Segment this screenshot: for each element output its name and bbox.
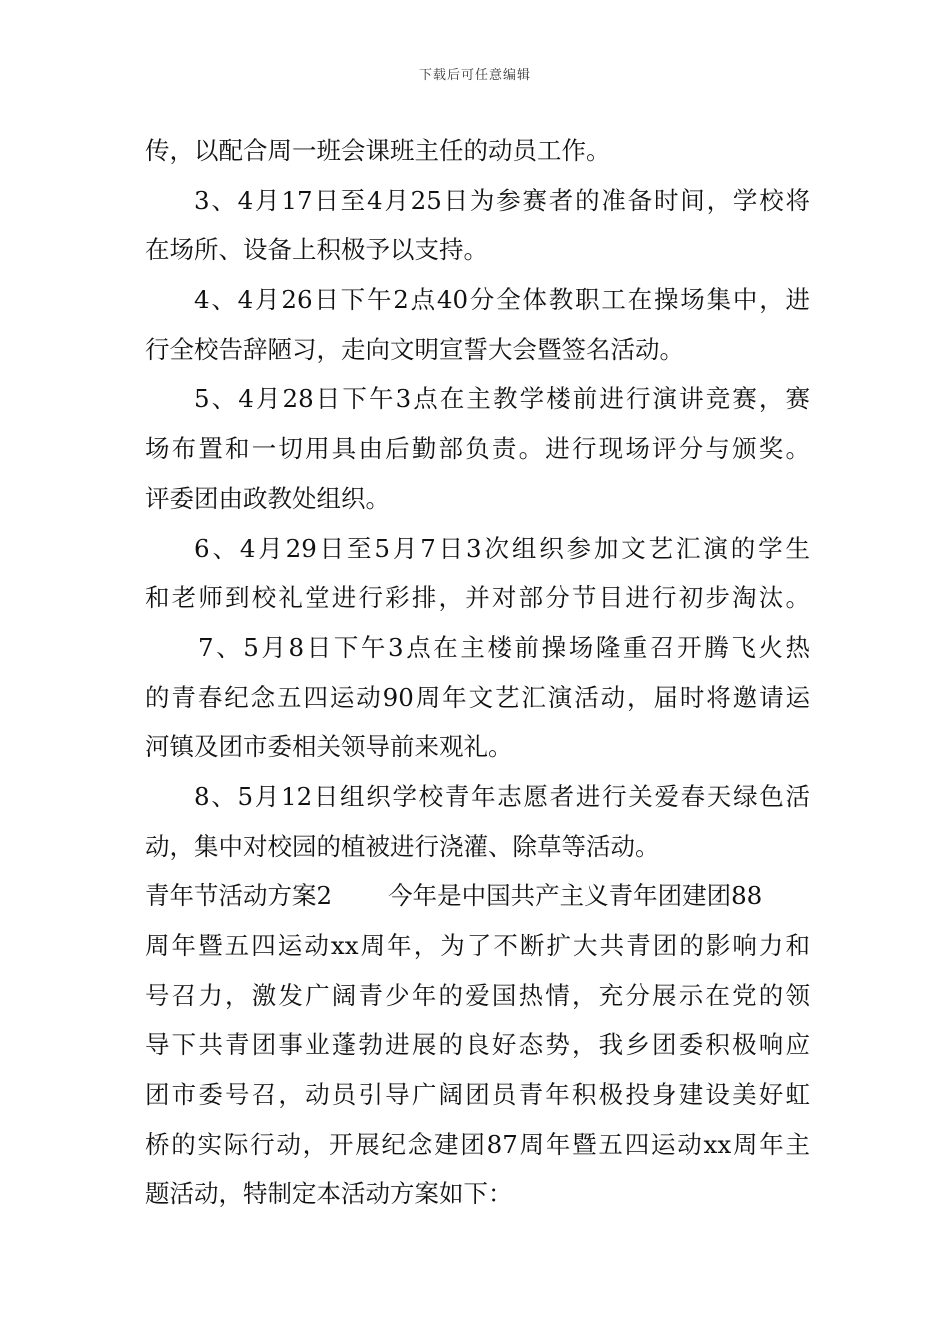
text-line: 周年暨五四运动xx周年，为了不断扩大共青团的影响力和 <box>145 931 810 960</box>
text-line: 传，以配合周一班会课班主任的动员工作。 <box>145 136 611 165</box>
section-title: 青年节活动方案2 <box>145 881 333 911</box>
text-line: 河镇及团市委相关领导前来观礼。 <box>145 732 513 762</box>
text-line: 号召力，激发广阔青少年的爱国热情，充分展示在党的领 <box>145 980 810 1010</box>
text-line: 6、4月29日至5月7日3次组织参加文艺汇演的学生 <box>194 533 810 563</box>
text-line: 行全校告辞陋习，走向文明宣誓大会暨签名活动。 <box>145 334 684 364</box>
text-line: 在场所、设备上积极予以支持。 <box>145 235 488 265</box>
document-body <box>145 126 810 1219</box>
text-line: 桥的实际行动，开展纪念建团87周年暨五四运动xx周年主 <box>145 1129 810 1159</box>
section-intro: 今年是中国共产主义青年团建团88 <box>388 881 763 911</box>
text-line: 场布置和一切用具由后勤部负责。进行现场评分与颁奖。 <box>145 434 810 464</box>
text-line: 和老师到校礼堂进行彩排，并对部分节目进行初步淘汰。 <box>145 583 810 613</box>
text-line: 7、5月8日下午3点在主楼前操场隆重召开腾飞火热 <box>198 632 810 662</box>
text-line: 动，集中对校园的植被进行浇灌、除草等活动。 <box>145 831 660 861</box>
text-line: 题活动，特制定本活动方案如下： <box>145 1179 513 1209</box>
page-header: 下载后可任意编辑 <box>418 68 531 83</box>
text-line: 5、4月28日下午3点在主教学楼前进行演讲竞赛，赛 <box>194 384 810 414</box>
text-line: 8、5月12日组织学校青年志愿者进行关爱春天绿色活 <box>194 781 810 811</box>
text-line: 导下共青团事业蓬勃进展的良好态势，我乡团委积极响应 <box>145 1030 810 1060</box>
text-line: 3、4月17日至4月25日为参赛者的准备时间，学校将 <box>194 185 810 215</box>
text-line <box>145 871 810 921</box>
text-line: 团市委号召，动员引导广阔团员青年积极投身建设美好虹 <box>145 1080 810 1110</box>
text-line: 4、4月26日下午2点40分全体教职工在操场集中，进 <box>194 285 810 315</box>
text-line: 的青春纪念五四运动90周年文艺汇演活动，届时将邀请运 <box>145 682 810 712</box>
text-line: 评委团由政教处组织。 <box>145 483 390 513</box>
